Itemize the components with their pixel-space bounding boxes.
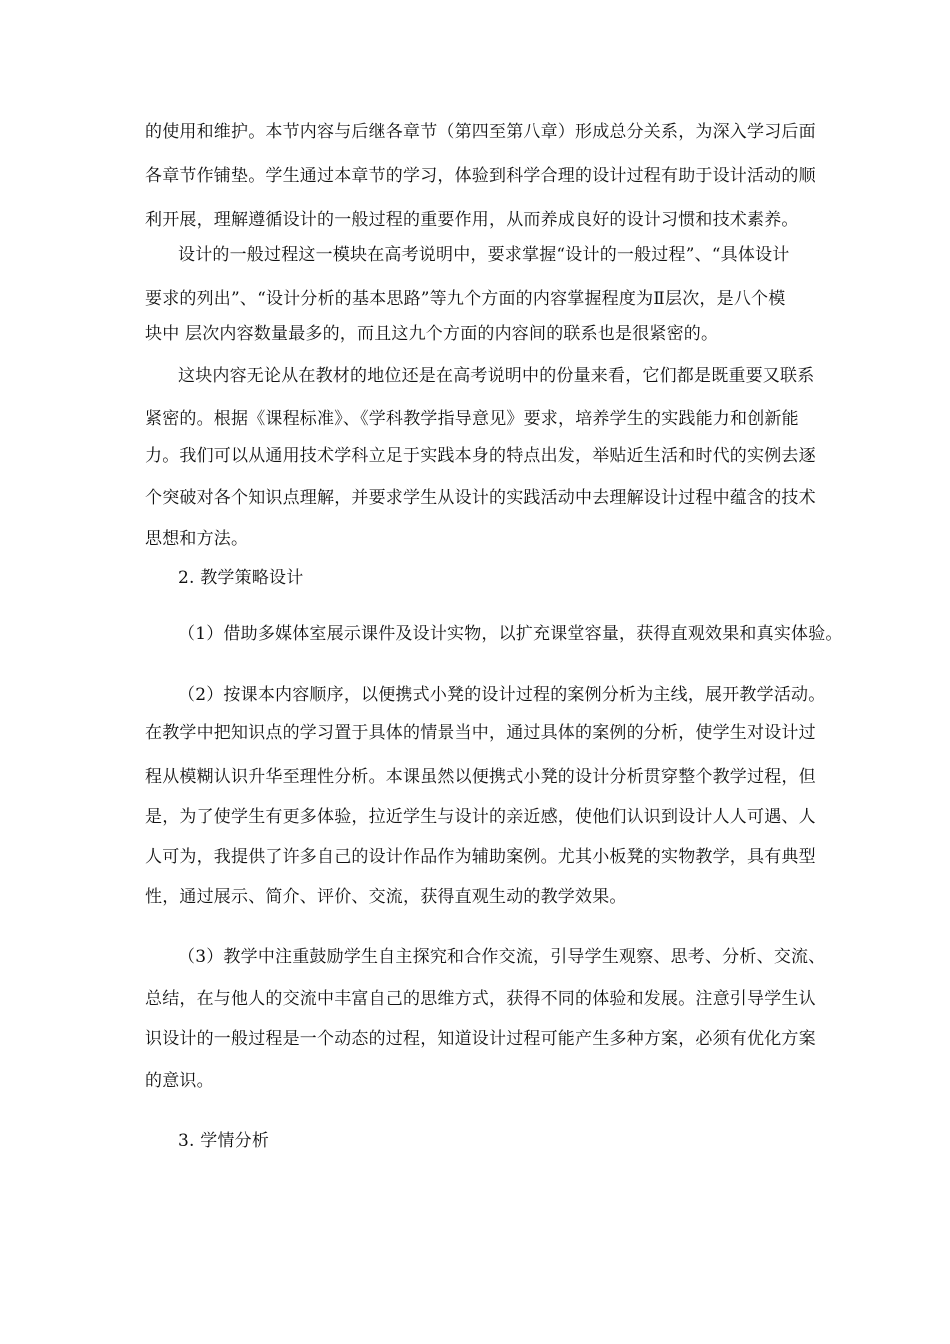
text-line: 思想和方法。 — [145, 529, 249, 549]
text-line: 识设计的一般过程是一个动态的过程，知道设计过程可能产生多种方案，必须有优化方案 — [145, 1029, 816, 1049]
text-line: 在教学中把知识点的学习置于具体的情景当中，通过具体的案例的分析，使学生对设计过 — [145, 723, 816, 743]
text-line: 要求的列出”、“设计分析的基本思路”等九个方面的内容掌握程度为Ⅱ层次，是八个模 — [145, 289, 786, 309]
text-line: 性，通过展示、简介、评价、交流，获得直观生动的教学效果。 — [145, 887, 627, 907]
text-line: 设计的一般过程这一模块在高考说明中，要求掌握“设计的一般过程”、“具体设计 — [178, 245, 790, 265]
text-line: 各章节作铺垫。学生通过本章节的学习，体验到科学合理的设计过程有助于设计活动的顺 — [145, 166, 816, 186]
section-heading: 3. 学情分析 — [178, 1131, 270, 1151]
text-line: 块中 层次内容数量最多的，而且这九个方面的内容间的联系也是很紧密的。 — [145, 324, 719, 344]
section-heading: 2. 教学策略设计 — [178, 568, 304, 588]
text-line: 是，为了使学生有更多体验，拉近学生与设计的亲近感，使他们认识到设计人人可遇、人 — [145, 807, 816, 827]
text-line: 人可为，我提供了许多自己的设计作品作为辅助案例。尤其小板凳的实物教学，具有典型 — [145, 847, 816, 867]
text-line: 程从模糊认识升华至理性分析。本课虽然以便携式小凳的设计分析贯穿整个教学过程，但 — [145, 767, 816, 787]
text-line: （1）借助多媒体室展示课件及设计实物，以扩充课堂容量，获得直观效果和真实体验。 — [178, 624, 843, 644]
text-line: 的意识。 — [145, 1071, 214, 1091]
text-line: 这块内容无论从在教材的地位还是在高考说明中的份量来看，它们都是既重要又联系 — [178, 366, 815, 386]
text-line: 利开展，理解遵循设计的一般过程的重要作用，从而养成良好的设计习惯和技术素养。 — [145, 210, 799, 230]
text-line: 力。我们可以从通用技术学科立足于实践本身的特点出发，举贴近生活和时代的实例去逐 — [145, 446, 816, 466]
text-line: 个突破对各个知识点理解，并要求学生从设计的实践活动中去理解设计过程中蕴含的技术 — [145, 488, 816, 508]
text-line: （2）按课本内容顺序，以便携式小凳的设计过程的案例分析为主线，展开教学活动。 — [178, 685, 826, 705]
text-line: 紧密的。根据《课程标准》、《学科教学指导意见》要求，培养学生的实践能力和创新能 — [145, 409, 799, 429]
text-line: 总结，在与他人的交流中丰富自己的思维方式，获得不同的体验和发展。注意引导学生认 — [145, 989, 816, 1009]
text-line: （3）教学中注重鼓励学生自主探究和合作交流，引导学生观察、思考、分析、交流、 — [178, 947, 826, 967]
text-line: 的使用和维护。本节内容与后继各章节（第四至第八章）形成总分关系，为深入学习后面 — [145, 122, 816, 142]
